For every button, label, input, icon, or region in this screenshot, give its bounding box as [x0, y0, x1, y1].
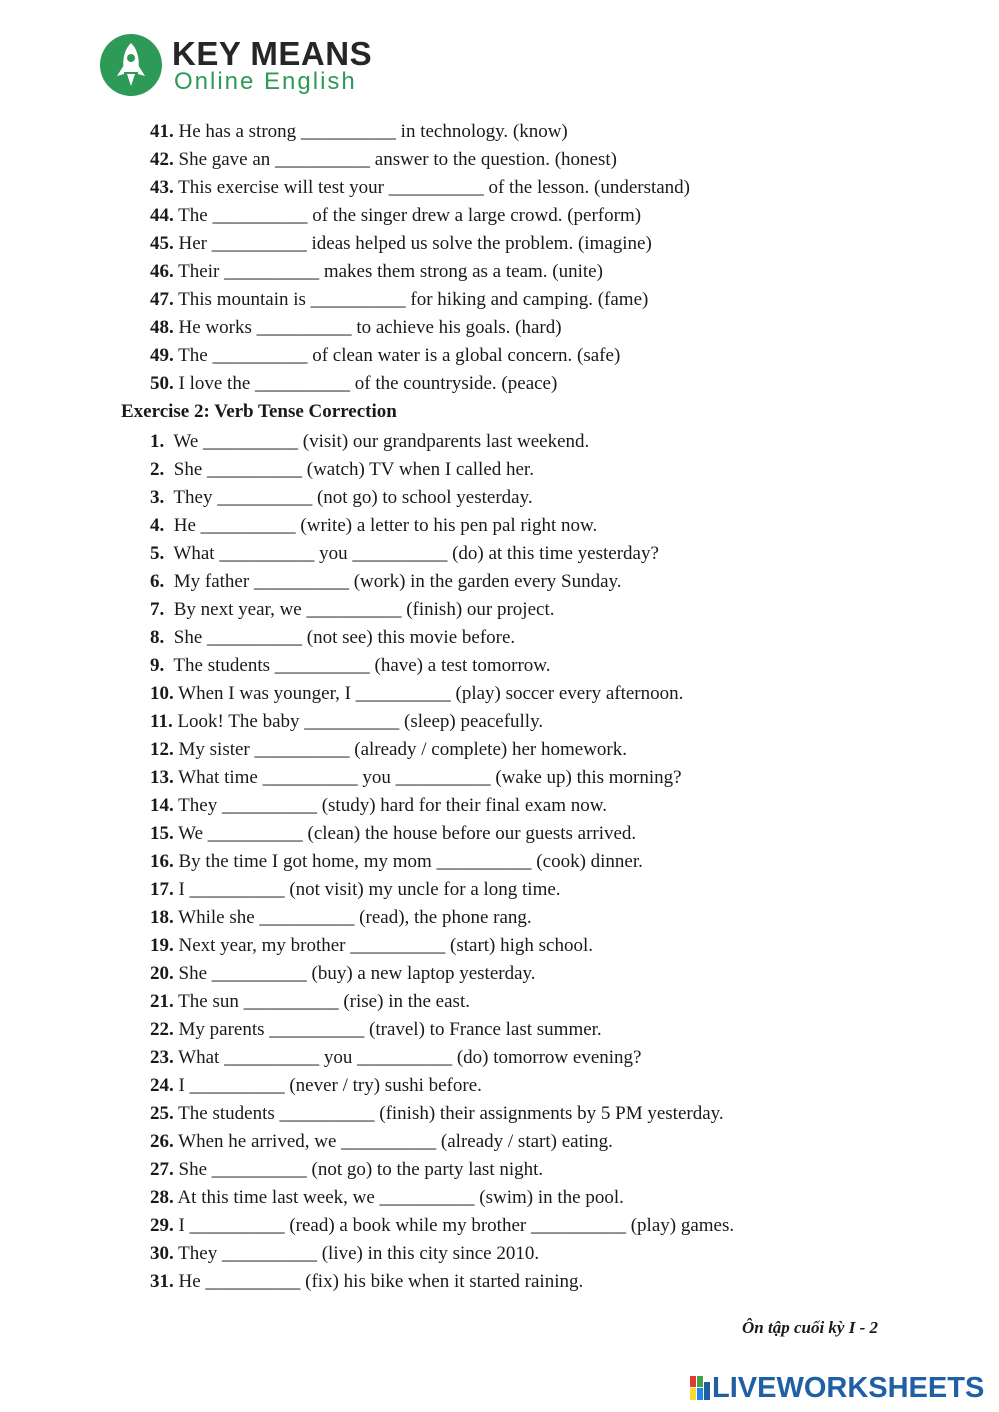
exercise-heading: Exercise 2: Verb Tense Correction: [121, 401, 397, 422]
exercise-item: [150, 286, 648, 314]
exercise-item: [150, 624, 515, 652]
item-number: 42.: [150, 149, 174, 170]
exercise-item: [150, 1268, 583, 1296]
item-text: I __________ (never / try) sushi before.: [178, 1075, 482, 1096]
exercise-item: [150, 764, 682, 792]
item-number: 9.: [150, 655, 165, 676]
exercise-item: [150, 820, 636, 848]
exercise-item: [150, 568, 622, 596]
item-text: What __________ you __________ (do) tomorrow evening?: [178, 1047, 642, 1068]
exercise-item: [150, 932, 593, 960]
item-number: 44.: [150, 205, 174, 226]
item-number: 43.: [150, 177, 174, 198]
item-number: 24.: [150, 1075, 174, 1096]
item-number: 14.: [150, 795, 174, 816]
item-text: He works __________ to achieve his goals. (hard): [178, 317, 562, 338]
item-number: 19.: [150, 935, 174, 956]
watermark-text: LIVEWORKSHEETS: [712, 1372, 985, 1404]
item-text: By the time I got home, my mom __________ (cook) dinner.: [178, 851, 643, 872]
item-number: 47.: [150, 289, 174, 310]
item-number: 15.: [150, 823, 174, 844]
item-number: 8.: [150, 627, 165, 648]
exercise-item: [150, 1212, 734, 1240]
exercise-item: [150, 174, 690, 202]
item-text: When he arrived, we __________ (already / start) eating.: [178, 1131, 613, 1152]
item-text: My sister __________ (already / complete) her homework.: [178, 739, 627, 760]
exercise-item: [150, 1016, 602, 1044]
item-number: 30.: [150, 1243, 174, 1264]
exercise-item: [150, 904, 532, 932]
item-text: What time __________ you __________ (wake up) this morning?: [178, 767, 682, 788]
item-text: He __________ (fix) his bike when it started raining.: [178, 1271, 584, 1292]
brand-title: KEY MEANS: [172, 35, 373, 72]
item-text: Her __________ ideas helped us solve the problem. (imagine): [178, 233, 652, 254]
item-text: She __________ (watch) TV when I called her.: [173, 459, 534, 480]
item-number: 1.: [150, 431, 165, 452]
exercise-item: [150, 1240, 539, 1268]
item-text: They __________ (live) in this city since 2010.: [178, 1243, 540, 1264]
rocket-icon: [100, 34, 162, 96]
item-number: 48.: [150, 317, 174, 338]
item-number: 17.: [150, 879, 174, 900]
item-text: She __________ (buy) a new laptop yesterday.: [178, 963, 536, 984]
item-text: Look! The baby __________ (sleep) peacefully.: [177, 711, 544, 732]
item-text: We __________ (visit) our grandparents last weekend.: [173, 431, 590, 452]
exercise-item: [150, 652, 551, 680]
item-text: I __________ (not visit) my uncle for a long time.: [178, 879, 561, 900]
item-text: The sun __________ (rise) in the east.: [178, 991, 470, 1012]
item-number: 13.: [150, 767, 174, 788]
item-number: 11.: [150, 711, 173, 732]
item-text: We __________ (clean) the house before our guests arrived.: [178, 823, 637, 844]
liveworksheets-logo-icon: [690, 1376, 712, 1400]
item-text: The students __________ (have) a test tomorrow.: [173, 655, 551, 676]
exercise-item: [150, 848, 643, 876]
exercise-item: [150, 484, 533, 512]
item-text: My parents __________ (travel) to France last summer.: [178, 1019, 602, 1040]
item-number: 5.: [150, 543, 165, 564]
item-number: 41.: [150, 121, 174, 142]
item-number: 45.: [150, 233, 174, 254]
item-text: He __________ (write) a letter to his pen pal right now.: [173, 515, 598, 536]
item-number: 26.: [150, 1131, 174, 1152]
exercise-item: [150, 370, 557, 398]
item-number: 46.: [150, 261, 174, 282]
item-number: 12.: [150, 739, 174, 760]
item-text: The __________ of clean water is a global concern. (safe): [178, 345, 621, 366]
exercise-item: [150, 202, 641, 230]
item-number: 2.: [150, 459, 165, 480]
exercise-item: [150, 1072, 482, 1100]
exercise-item: [150, 146, 617, 174]
item-number: 10.: [150, 683, 174, 704]
item-text: I __________ (read) a book while my brother __________ (play) games.: [178, 1215, 735, 1236]
item-text: By next year, we __________ (finish) our project.: [173, 599, 555, 620]
item-text: He has a strong __________ in technology. (know): [178, 121, 568, 142]
exercise-item: [150, 512, 597, 540]
exercise-item: [150, 1184, 624, 1212]
item-number: 22.: [150, 1019, 174, 1040]
item-number: 6.: [150, 571, 165, 592]
item-text: What __________ you __________ (do) at this time yesterday?: [173, 543, 659, 564]
item-number: 18.: [150, 907, 174, 928]
item-number: 16.: [150, 851, 174, 872]
item-text: The students __________ (finish) their assignments by 5 PM yesterday.: [178, 1103, 724, 1124]
item-number: 7.: [150, 599, 165, 620]
item-number: 31.: [150, 1271, 174, 1292]
item-number: 21.: [150, 991, 174, 1012]
item-text: She __________ (not see) this movie before.: [173, 627, 516, 648]
item-text: I love the __________ of the countryside. (peace): [178, 373, 558, 394]
item-number: 3.: [150, 487, 165, 508]
exercise-item: [150, 960, 536, 988]
item-number: 50.: [150, 373, 174, 394]
exercise-item: [150, 118, 568, 146]
item-text: The __________ of the singer drew a large crowd. (perform): [178, 205, 642, 226]
item-text: They __________ (study) hard for their final exam now.: [178, 795, 607, 816]
exercise-item: [150, 596, 554, 624]
exercise-item: [150, 540, 659, 568]
item-text: She __________ (not go) to the party last night.: [178, 1159, 544, 1180]
item-number: 27.: [150, 1159, 174, 1180]
item-number: 23.: [150, 1047, 174, 1068]
item-text: Their __________ makes them strong as a team. (unite): [178, 261, 603, 282]
exercise-item: [150, 314, 562, 342]
item-number: 4.: [150, 515, 165, 536]
item-number: 28.: [150, 1187, 174, 1208]
exercise-item: [150, 428, 589, 456]
brand-subtitle: Online English: [174, 68, 357, 95]
exercise-item: [150, 1128, 613, 1156]
item-text: She gave an __________ answer to the question. (honest): [178, 149, 617, 170]
exercise-item: [150, 876, 561, 904]
item-text: My father __________ (work) in the garden every Sunday.: [173, 571, 622, 592]
exercise-item: [150, 258, 603, 286]
item-number: 29.: [150, 1215, 174, 1236]
exercise-item: [150, 1044, 641, 1072]
page-label: Ôn tập cuối kỳ I - 2: [742, 1318, 878, 1337]
exercise-item: [150, 1100, 724, 1128]
item-text: This mountain is __________ for hiking and camping. (fame): [178, 289, 649, 310]
item-text: This exercise will test your __________ of the lesson. (understand): [178, 177, 691, 198]
item-number: 25.: [150, 1103, 174, 1124]
exercise-item: [150, 792, 607, 820]
item-text: When I was younger, I __________ (play) soccer every afternoon.: [178, 683, 684, 704]
exercise-item: [150, 342, 620, 370]
item-text: Next year, my brother __________ (start) high school.: [178, 935, 594, 956]
item-text: They __________ (not go) to school yesterday.: [173, 487, 533, 508]
exercise-item: [150, 680, 683, 708]
exercise-item: [150, 736, 627, 764]
exercise-item: [150, 456, 534, 484]
item-number: 20.: [150, 963, 174, 984]
exercise-item: [150, 988, 470, 1016]
item-text: At this time last week, we __________ (swim) in the pool.: [177, 1187, 624, 1208]
exercise-item: [150, 1156, 543, 1184]
exercise-item: [150, 230, 652, 258]
exercise-item: [150, 708, 543, 736]
item-text: While she __________ (read), the phone rang.: [178, 907, 532, 928]
item-number: 49.: [150, 345, 174, 366]
